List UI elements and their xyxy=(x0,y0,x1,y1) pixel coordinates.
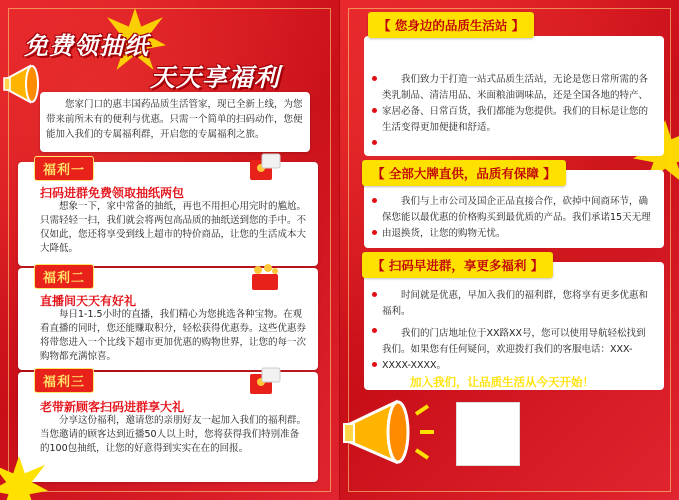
benefit-body: 分享这份福利，邀请您的亲朋好友一起加入我们的福利群。当您邀请的顾客达到近播50人以上时，您将获得我们特别准备的100包抽纸，让您的好意得到实实在在的回报。 xyxy=(40,415,307,454)
megaphone-icon xyxy=(340,384,436,480)
qr-code-placeholder[interactable] xyxy=(456,402,520,466)
bullet-dot xyxy=(372,140,377,145)
bullet-dot xyxy=(372,292,377,297)
section-body: 时间就是优惠，早加入我们的福利群，您将享有更多优惠和福利。 xyxy=(382,290,649,317)
benefit-tag: 福利三 xyxy=(34,368,94,393)
benefit-tag: 福利一 xyxy=(34,156,94,181)
benefit-card-2 xyxy=(18,268,318,370)
section-body-address: 我们的门店地址位于XX路XX号，您可以使用导航轻松找到我们。如果您有任何疑问，欢迎拨打我们的客服电话：XXX-XXXX-XXXX。 xyxy=(382,328,646,371)
bullet-dot xyxy=(372,230,377,235)
bullet-dots xyxy=(372,36,378,156)
red-envelope-icon xyxy=(248,152,282,182)
call-to-action: 加入我们，让品质生活从今天开始！ xyxy=(410,375,594,389)
benefit-body: 想象一下，家中常备的抽纸，再也不用担心用完时的尴尬。只需轻轻一扫，我们就会将两包高品质的抽纸送到您的手中。不仅如此，您还将享受到线上超市的特价商品，让您的生活成本大大降低。 xyxy=(40,201,307,254)
bullet-dot xyxy=(372,198,377,203)
bullet-dot xyxy=(372,328,377,333)
section-card-2 xyxy=(364,166,664,248)
section-heading: 【 扫码早进群，享更多福利 】 xyxy=(362,252,553,278)
benefit-headline: 扫码进群免费领取抽纸两包 xyxy=(40,186,185,200)
left-panel xyxy=(0,0,339,500)
bullet-dot xyxy=(372,76,377,81)
benefit-card-1 xyxy=(18,162,318,266)
benefit-body: 每日1-1.5小时的直播，我们精心为您挑选各种宝物。在观看直播的同时，您还能赚取积分，轻松获得优惠券。这些优惠券将带您进入一个比线下超市更加优惠的购物世界，让您的每一次购物都充满惊喜。 xyxy=(40,309,307,362)
gift-box-icon xyxy=(248,262,282,292)
red-envelope-icon xyxy=(248,366,282,396)
hero-title-line2: 天天享福利 xyxy=(150,63,281,92)
bullet-dots xyxy=(372,170,378,248)
bullet-dots xyxy=(372,262,378,390)
benefit-tag: 福利二 xyxy=(34,264,94,289)
right-panel xyxy=(340,0,679,500)
bullet-dot xyxy=(372,108,377,113)
benefit-headline: 直播间天天有好礼 xyxy=(40,294,137,308)
section-card-1 xyxy=(364,18,664,156)
bullet-dot xyxy=(372,362,377,367)
benefit-card-3 xyxy=(18,372,318,482)
section-body: 我们致力于打造一站式品质生活站，无论是您日常所需的各类乳制品、清洁用品、米面粮油调味品，还是全国各地的特产、家居必备、日常百货，我们都能为您提供。我们的目标是让您的生活变得更加便捷和舒适。 xyxy=(382,74,649,133)
intro-text: 您家门口的惠丰国药品质生活管家，现已全新上线，为您带来前所未有的便利与优惠。只需一个简单的扫码动作，您便能加入我们的专属福利群，开启您的专属福利之旅。 xyxy=(46,99,303,140)
section-body: 我们与上市公司及国企正品直接合作，砍掉中间商环节，确保您能以最优惠的价格购买到最优质的产品。我们承诺15天无理由退换货，让您的购物无忧。 xyxy=(382,196,651,239)
section-heading: 【 您身边的品质生活站 】 xyxy=(368,12,534,38)
intro-card xyxy=(40,92,310,152)
benefit-headline: 老带新顾客扫码进群享大礼 xyxy=(40,400,185,414)
section-heading: 【 全部大牌直供，品质有保障 】 xyxy=(362,160,566,186)
hero-title-line1: 免费领抽纸 xyxy=(24,32,149,60)
section-card-3 xyxy=(364,258,664,390)
